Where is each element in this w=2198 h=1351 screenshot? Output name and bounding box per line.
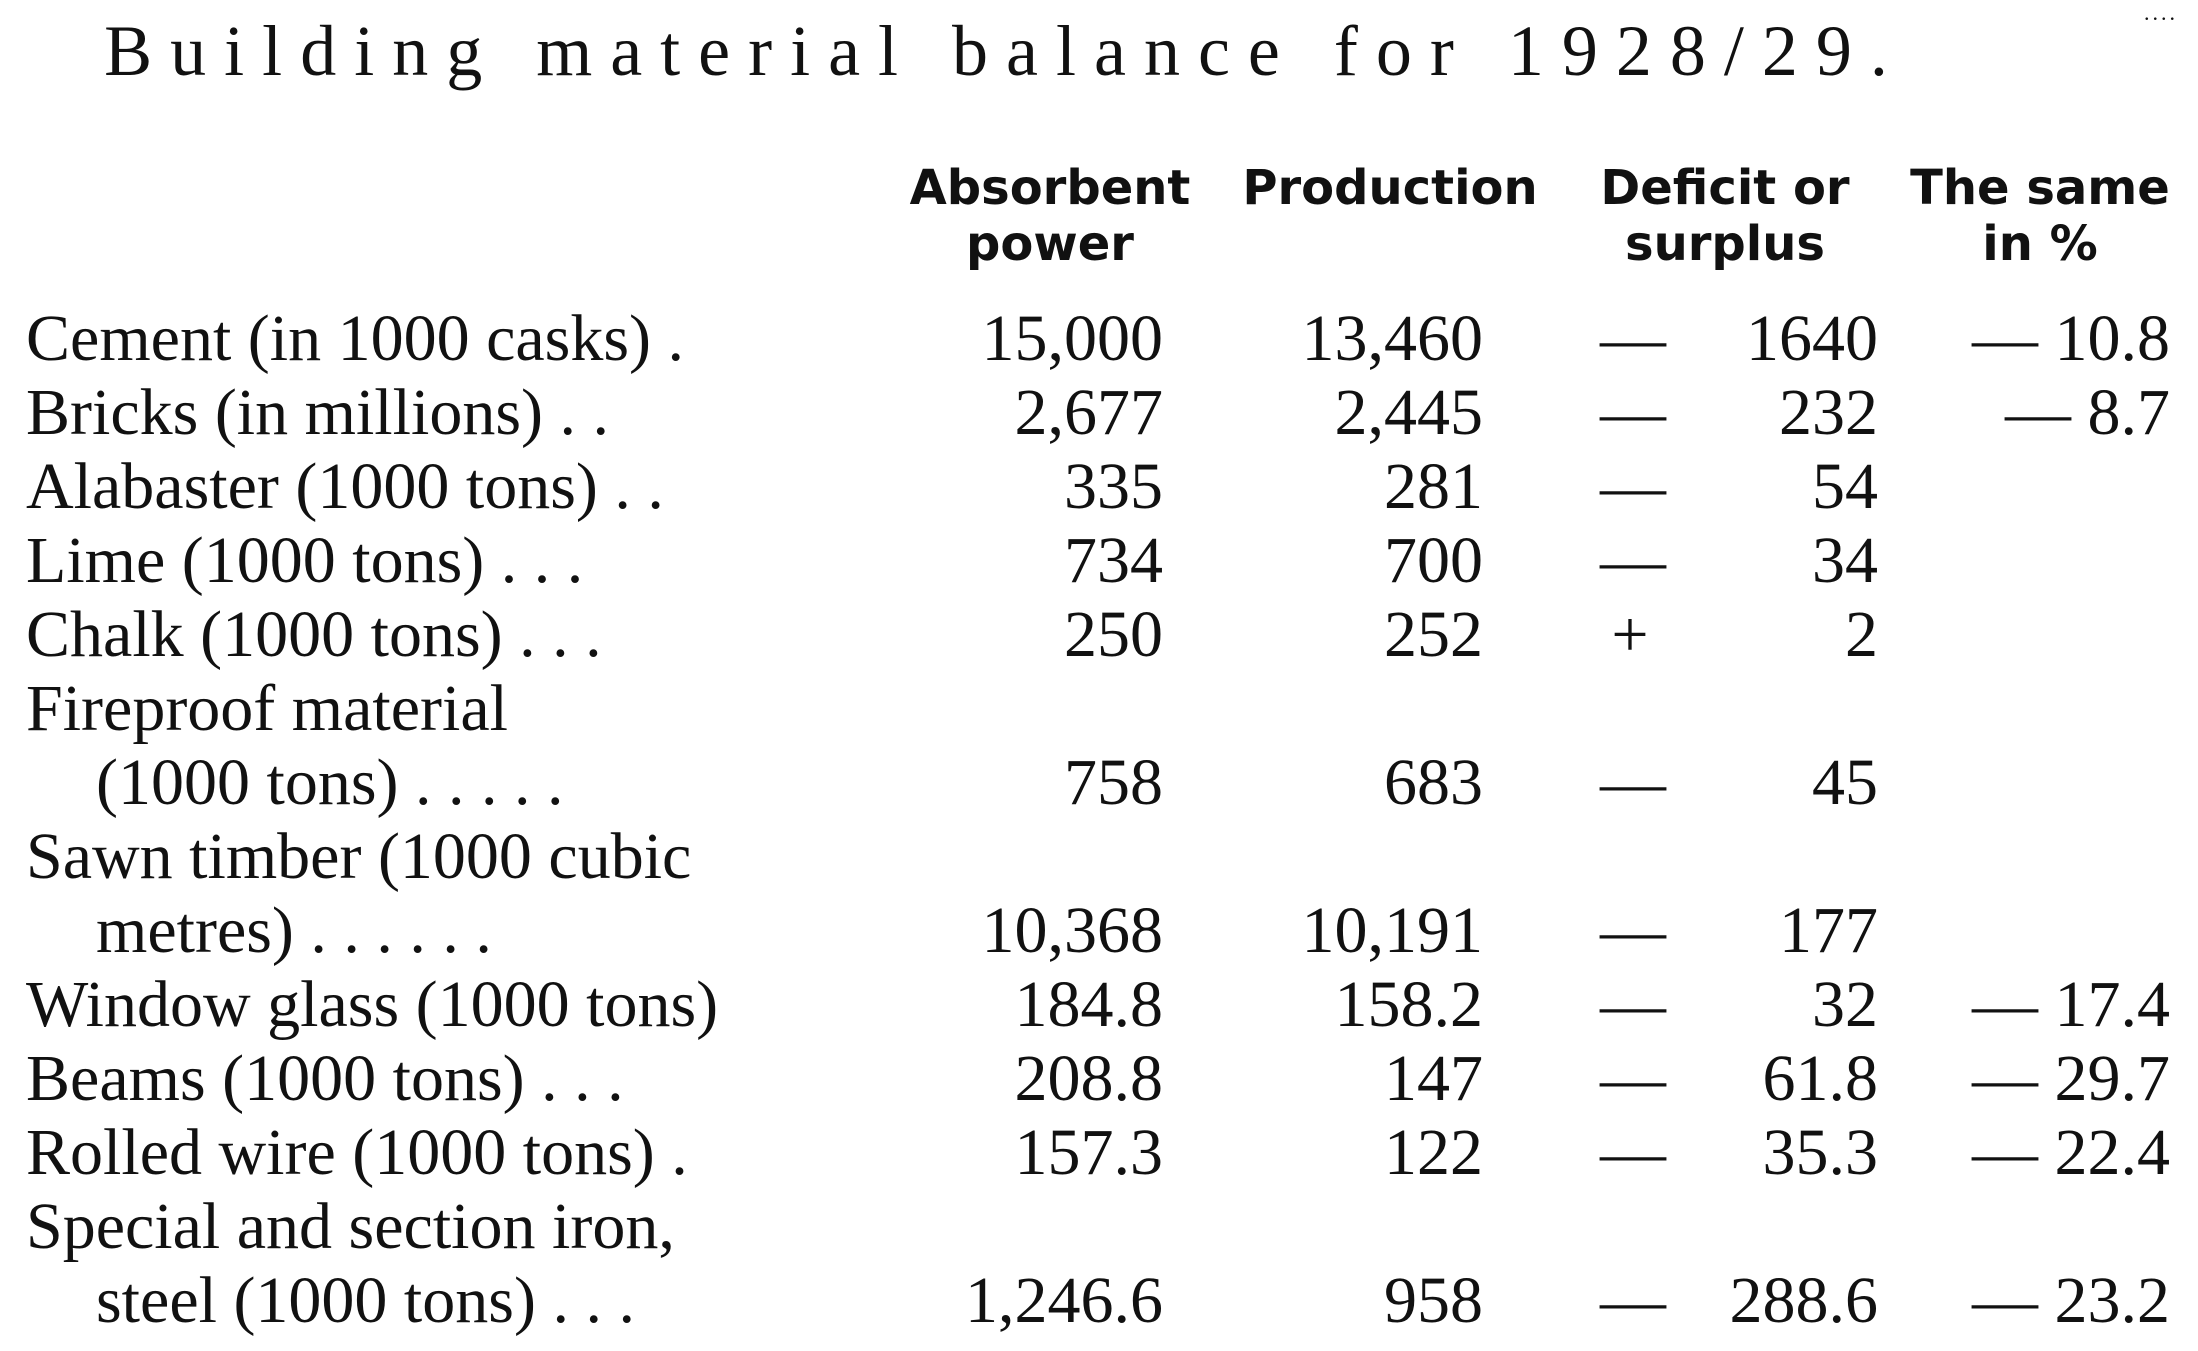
absorbent-value: 157.3: [1014, 1116, 1163, 1189]
deficit-sign: —: [1600, 1042, 1666, 1115]
deficit-value: 61.8: [1762, 1042, 1878, 1115]
production-value: 122: [1384, 1116, 1483, 1189]
deficit-value: 34: [1812, 524, 1878, 597]
row-leader-dots: . . .: [535, 1264, 635, 1337]
deficit-sign: —: [1600, 302, 1666, 375]
row-label: [26, 1116, 688, 1190]
header-production-line1: Production: [1242, 160, 1538, 216]
row-label: [96, 1264, 635, 1338]
deficit-value: 35.3: [1762, 1116, 1878, 1189]
row-leader-dots: . . .: [484, 524, 584, 597]
table-row: [0, 1264, 2198, 1338]
row-label-text: Rolled wire (1000 tons): [26, 1116, 655, 1189]
header-deficit-line1: Deficit or: [1600, 160, 1850, 216]
row-label-text: steel (1000 tons): [96, 1264, 536, 1337]
percent-value: — 23.2: [1972, 1264, 2170, 1337]
production-value: 252: [1384, 598, 1483, 671]
production-value: 958: [1384, 1264, 1483, 1337]
table-row: [0, 1042, 2198, 1116]
row-leader-dots: . . .: [502, 598, 602, 671]
table-row: [0, 598, 2198, 672]
deficit-sign: —: [1600, 746, 1666, 819]
row-label: Fireproof material: [26, 672, 508, 745]
deficit-sign: —: [1600, 1116, 1666, 1189]
table-row-label-line: [0, 1190, 2198, 1264]
row-label: [26, 450, 664, 524]
production-value: 2,445: [1334, 376, 1483, 449]
deficit-value: 177: [1779, 894, 1878, 967]
table-row-label-line: [0, 672, 2198, 746]
row-label-text: metres): [96, 894, 294, 967]
production-value: 700: [1384, 524, 1483, 597]
deficit-value: 288.6: [1729, 1264, 1878, 1337]
deficit-sign: —: [1600, 524, 1666, 597]
header-percent: [1900, 160, 2180, 272]
row-label: [26, 302, 684, 376]
production-value: 10,191: [1301, 894, 1483, 967]
row-label: Sawn timber (1000 cubic: [26, 820, 692, 893]
deficit-value: 1640: [1746, 302, 1878, 375]
deficit-sign: +: [1611, 598, 1649, 671]
percent-value: — 8.7: [2005, 376, 2170, 449]
row-label: [26, 968, 718, 1042]
header-percent-line2: in %: [1982, 216, 2098, 272]
row-label: [96, 746, 563, 820]
percent-value: — 10.8: [1972, 302, 2170, 375]
deficit-sign: —: [1600, 450, 1666, 523]
row-leader-dots: .: [654, 1116, 688, 1189]
row-label-text: Chalk (1000 tons): [26, 598, 503, 671]
row-label: [26, 1042, 624, 1116]
absorbent-value: 184.8: [1014, 968, 1163, 1041]
row-label: [26, 524, 583, 598]
absorbent-value: 2,677: [1014, 376, 1163, 449]
row-label-text: Beams (1000 tons): [26, 1042, 525, 1115]
production-value: 281: [1384, 450, 1483, 523]
absorbent-value: 335: [1064, 450, 1163, 523]
production-value: 683: [1384, 746, 1483, 819]
deficit-sign: —: [1600, 968, 1666, 1041]
row-leader-dots: . . .: [524, 1042, 624, 1115]
table-row: [0, 1116, 2198, 1190]
table-row: [0, 450, 2198, 524]
row-leader-dots: . .: [542, 376, 609, 449]
row-leader-dots: .: [651, 302, 685, 375]
row-label-text: (1000 tons): [96, 746, 399, 819]
row-label-text: Alabaster (1000 tons): [26, 450, 598, 523]
table-title: Building material balance for 1928/29.: [104, 11, 1906, 91]
deficit-value: 232: [1779, 376, 1878, 449]
deficit-value: 54: [1812, 450, 1878, 523]
table-row: [0, 302, 2198, 376]
production-value: 158.2: [1334, 968, 1483, 1041]
production-value: 147: [1384, 1042, 1483, 1115]
table-row-label-line: [0, 820, 2198, 894]
header-absorbent-line2: power: [966, 216, 1134, 272]
row-label: Special and section iron,: [26, 1190, 675, 1263]
row-label-text: Window glass (1000 tons): [26, 968, 719, 1041]
header-deficit-line2: surplus: [1625, 216, 1825, 272]
row-leader-dots: . . . . . .: [293, 894, 492, 967]
table-row: [0, 524, 2198, 598]
absorbent-value: 758: [1064, 746, 1163, 819]
deficit-sign: —: [1600, 894, 1666, 967]
row-label: [96, 894, 492, 968]
header-production: [1235, 160, 1545, 216]
absorbent-value: 15,000: [981, 302, 1163, 375]
header-absorbent-line1: Absorbent: [909, 160, 1191, 216]
percent-value: — 29.7: [1972, 1042, 2170, 1115]
table-row: [0, 376, 2198, 450]
percent-value: — 17.4: [1972, 968, 2170, 1041]
header-deficit-or-surplus: [1585, 160, 1865, 272]
deficit-sign: —: [1600, 1264, 1666, 1337]
absorbent-value: 1,246.6: [965, 1264, 1163, 1337]
row-label-text: Cement (in 1000 casks): [26, 302, 652, 375]
row-label: [26, 376, 609, 450]
table-row: [0, 968, 2198, 1042]
row-leader-dots: . . . . .: [398, 746, 564, 819]
header-absorbent-power: [900, 160, 1200, 272]
absorbent-value: 734: [1064, 524, 1163, 597]
row-leader-dots: . .: [597, 450, 664, 523]
table-row: [0, 894, 2198, 968]
row-label-text: Bricks (in millions): [26, 376, 543, 449]
deficit-value: 2: [1845, 598, 1878, 671]
header-percent-line1: The same: [1910, 160, 2170, 216]
production-value: 13,460: [1301, 302, 1483, 375]
corner-mark: ....: [2144, 0, 2178, 25]
row-label: [26, 598, 602, 672]
absorbent-value: 208.8: [1014, 1042, 1163, 1115]
deficit-value: 32: [1812, 968, 1878, 1041]
absorbent-value: 250: [1064, 598, 1163, 671]
percent-value: — 22.4: [1972, 1116, 2170, 1189]
deficit-value: 45: [1812, 746, 1878, 819]
absorbent-value: 10,368: [981, 894, 1163, 967]
row-label-text: Lime (1000 tons): [26, 524, 485, 597]
table-row: [0, 746, 2198, 820]
deficit-sign: —: [1600, 376, 1666, 449]
